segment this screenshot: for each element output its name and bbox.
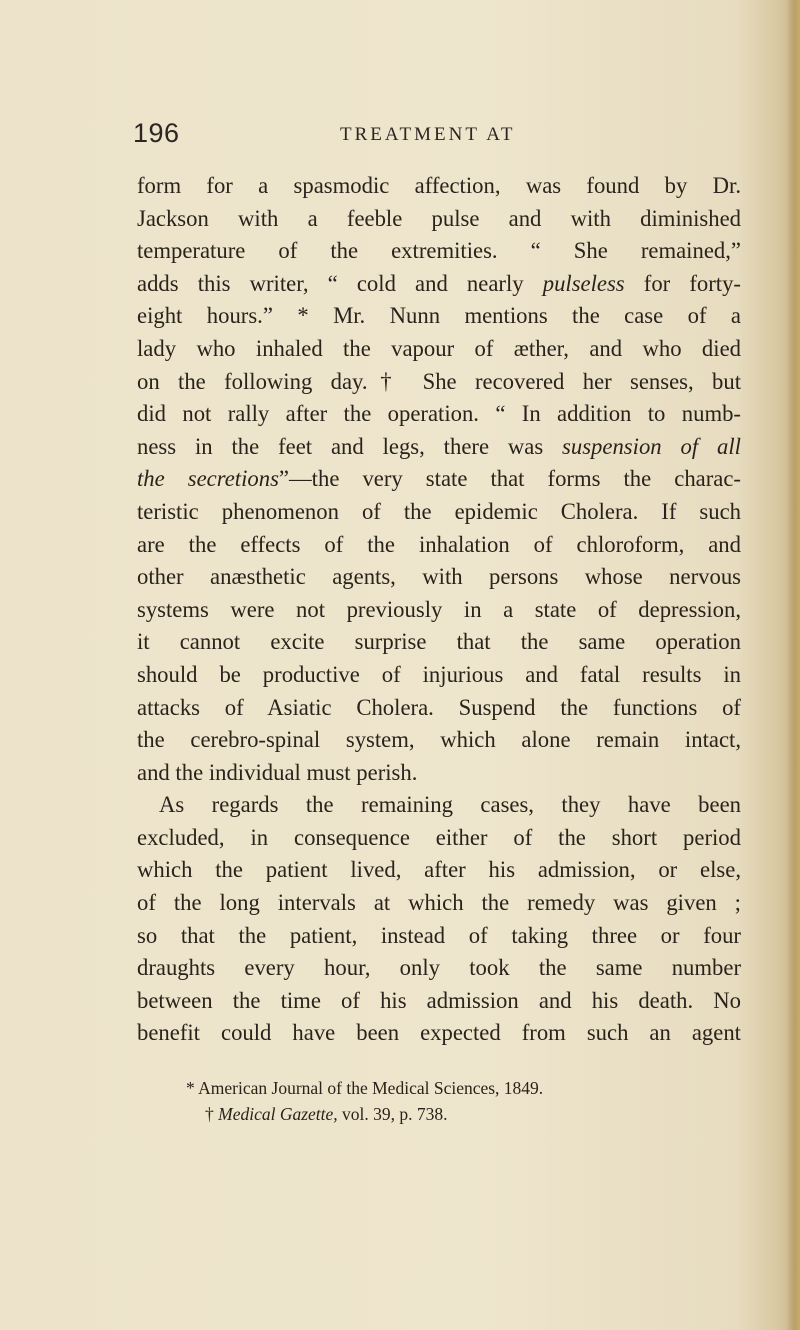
- text-line: form for a spasmodic affection, was found by Dr.: [137, 173, 741, 198]
- text-line: lady who inhaled the vapour of æther, and who died: [137, 335, 741, 361]
- text-line: [137, 463, 741, 496]
- body-text: [137, 170, 741, 1050]
- text-line: attacks of Asiatic Cholera. Suspend the functions of: [137, 694, 741, 720]
- footnote-2: [137, 1101, 741, 1127]
- text-line: As regards the remaining cases, they have been: [159, 792, 741, 818]
- text-line: did not rally after the operation. “ In addition to numb-: [137, 401, 741, 427]
- footnote-mark: †: [205, 1104, 219, 1124]
- text-line: systems were not previously in a state of depression,: [137, 596, 741, 622]
- text-run: ”—the very state that forms the charac-: [278, 466, 741, 492]
- text-line: the cerebro-spinal system, which alone remain intact,: [137, 727, 741, 753]
- text-line: between the time of his admission and his death. No: [137, 987, 741, 1013]
- text-line: teristic phenomenon of the epidemic Cholera. If such: [137, 498, 741, 524]
- text-line: [137, 431, 741, 464]
- text-line: so that the patient, instead of taking three or four: [137, 922, 741, 948]
- text-line: other anæsthetic agents, with persons whose nervous: [137, 564, 741, 590]
- running-head: TREATMENT AT: [340, 124, 516, 145]
- page-header: [133, 118, 753, 158]
- footnote-text: vol. 39, p. 738.: [337, 1104, 448, 1124]
- text-line: eight hours.” * Mr. Nunn mentions the case of a: [137, 303, 741, 329]
- footnote-1: * American Journal of the Medical Sciences, 1849.: [186, 1078, 544, 1098]
- text-line: are the effects of the inhalation of chloroform, and: [137, 531, 741, 557]
- text-line: it cannot excite surprise that the same operation: [137, 629, 741, 655]
- text-run: ness in the feet and legs, there was: [137, 433, 563, 459]
- italic-run: pulseless: [542, 270, 625, 296]
- text-line: excluded, in consequence either of the short period: [137, 824, 741, 850]
- text-line: and the individual must perish.: [137, 759, 418, 785]
- italic-run: the secretions: [137, 466, 279, 492]
- page-number: 196: [133, 118, 180, 148]
- text-run: adds this writer, “ cold and nearly: [137, 270, 543, 296]
- text-line: should be productive of injurious and fatal results in: [137, 661, 741, 687]
- text-run: for forty-: [624, 270, 741, 296]
- text-line: of the long intervals at which the remedy was given ;: [137, 890, 741, 916]
- footnote-italic: Medical Gazette,: [218, 1104, 338, 1124]
- text-line: temperature of the extremities. “ She remained,”: [137, 238, 741, 264]
- italic-run: suspension of all: [562, 433, 741, 459]
- page-edge: [786, 0, 800, 1330]
- text-line: benefit could have been expected from such an agent: [137, 1020, 741, 1046]
- text-line: which the patient lived, after his admission, or else,: [137, 857, 741, 883]
- text-line: draughts every hour, only took the same number: [137, 955, 741, 981]
- text-line: Jackson with a feeble pulse and with diminished: [137, 205, 741, 231]
- text-line: on the following day.† She recovered her senses, but: [137, 368, 741, 394]
- footnotes: [137, 1075, 741, 1127]
- text-line: [137, 268, 741, 301]
